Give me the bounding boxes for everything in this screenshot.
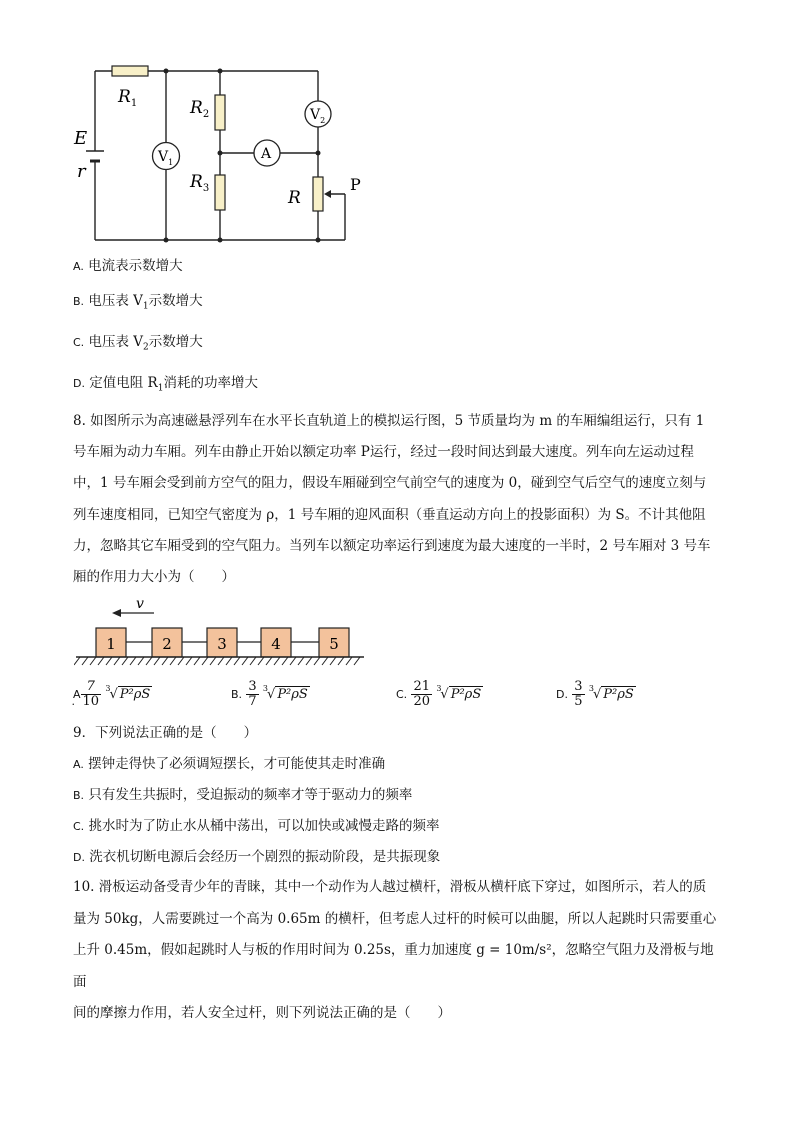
svg-text:3: 3 bbox=[217, 635, 227, 653]
q8-option-d: D. $\frac{3}{5}$ $^3$√ P²ρS bbox=[556, 679, 634, 709]
q8-line: 号车厢为动力车厢。列车由静止开始以额定功率 P运行，经过一段时间达到最大速度。列车向左运动过程 bbox=[73, 444, 694, 461]
velocity-label: v bbox=[136, 596, 144, 612]
q8-line: 厢的作用力大小为（ ） bbox=[73, 569, 235, 586]
q8-option-c: C. $\frac{21}{20}$ $^3$√ P²ρS bbox=[396, 679, 482, 709]
circuit-diagram bbox=[60, 55, 370, 255]
train-diagram bbox=[74, 596, 374, 670]
voltmeter-v1-label: $V_1$ bbox=[158, 149, 174, 167]
q9-option-b: B. 只有发生共振时，受迫振动的频率才等于驱动力的频率 bbox=[73, 787, 413, 803]
q7-option-d: D. 定值电阻 $R_1$消耗的功率增大 bbox=[73, 375, 258, 394]
train-car-4 bbox=[261, 628, 291, 657]
q10-stem bbox=[73, 872, 733, 1030]
q9-option-d: D. 洗衣机切断电源后会经历一个剧烈的振动阶段，是共振现象 bbox=[73, 849, 441, 865]
q7-option-b: B. 电压表 $V_1$示数增大 bbox=[73, 293, 203, 312]
slider-p-label: P bbox=[350, 175, 361, 194]
internal-resistance-label: r bbox=[77, 161, 86, 182]
q10-line: 间的摩擦力作用，若人安全过杆，则下列说法正确的是（ ） bbox=[73, 1005, 451, 1021]
svg-text:1: 1 bbox=[106, 635, 116, 653]
train-car-3 bbox=[207, 628, 237, 657]
train-car-5 bbox=[319, 628, 349, 657]
r2-label: $R_2$ bbox=[190, 98, 210, 120]
r1-label: $R_1$ bbox=[118, 87, 138, 109]
q10-line: 10. 滑板运动备受青少年的青睐，其中一个动作为人越过横杆，滑板从横杆底下穿过，如图所示，若人的质 bbox=[73, 879, 707, 895]
q8-line: 列车速度相同，已知空气密度为 ρ，1 号车厢的迎风面积（垂直运动方向上的投影面积）为 S。不计其他阻 bbox=[73, 506, 706, 523]
q8-line: 8. 如图所示为高速磁悬浮列车在水平长直轨道上的模拟运行图，5 节质量均为 m 的车厢编组运行，只有 1 bbox=[73, 413, 705, 429]
q8-line: 中，1 号车厢会受到前方空气的阻力，假设车厢碰到空气前空气的速度为 0，碰到空气后空气的速度立刻与 bbox=[73, 475, 707, 492]
q8-stem bbox=[73, 406, 733, 593]
svg-text:2: 2 bbox=[162, 635, 172, 653]
train-car-2 bbox=[152, 628, 182, 657]
q10-line: 量为 50kg，人需要跳过一个高为 0.65m 的横杆，但考虑人过杆的时候可以曲腿，所以人起跳时只需要重心 bbox=[73, 910, 717, 927]
svg-text:5: 5 bbox=[329, 635, 339, 653]
q7-option-a: A. 电流表示数增大 bbox=[73, 258, 183, 274]
q9-stem: 9．下列说法正确的是（ ） bbox=[73, 725, 258, 741]
svg-text:4: 4 bbox=[271, 635, 281, 653]
emf-label: E bbox=[74, 128, 88, 149]
ammeter-label: A bbox=[261, 146, 272, 162]
q7-option-c: C. 电压表 $V_2$示数增大 bbox=[73, 334, 203, 353]
q9-option-c: C. 挑水时为了防止水从桶中荡出，可以加快或减慢走路的频率 bbox=[73, 818, 440, 834]
train-car-1 bbox=[96, 628, 126, 657]
q8-option-b: B. $\frac{3}{7}$ $^3$√ P²ρS bbox=[231, 679, 308, 709]
q8-line: 力，忽略其它车厢受到的空气阻力。当列车以额定功率运行到速度为最大速度的一半时，2 号车厢对 3 号车 bbox=[73, 537, 711, 554]
voltmeter-v2-label: $V_2$ bbox=[310, 107, 326, 125]
r3-label: $R_3$ bbox=[190, 172, 210, 194]
r-label: R bbox=[288, 188, 301, 208]
q8-option-a: A 7 . 10 $^3$√ P²ρS bbox=[71, 679, 151, 709]
q10-line: 上升 0.45m，假如起跳时人与板的作用时间为 0.25s，重力加速度 g = 10m/s²，忽略空气阻力及滑板与地面 bbox=[73, 942, 714, 990]
q9-option-a: A. 摆钟走得快了必须调短摆长，才可能使其走时准确 bbox=[73, 756, 386, 772]
